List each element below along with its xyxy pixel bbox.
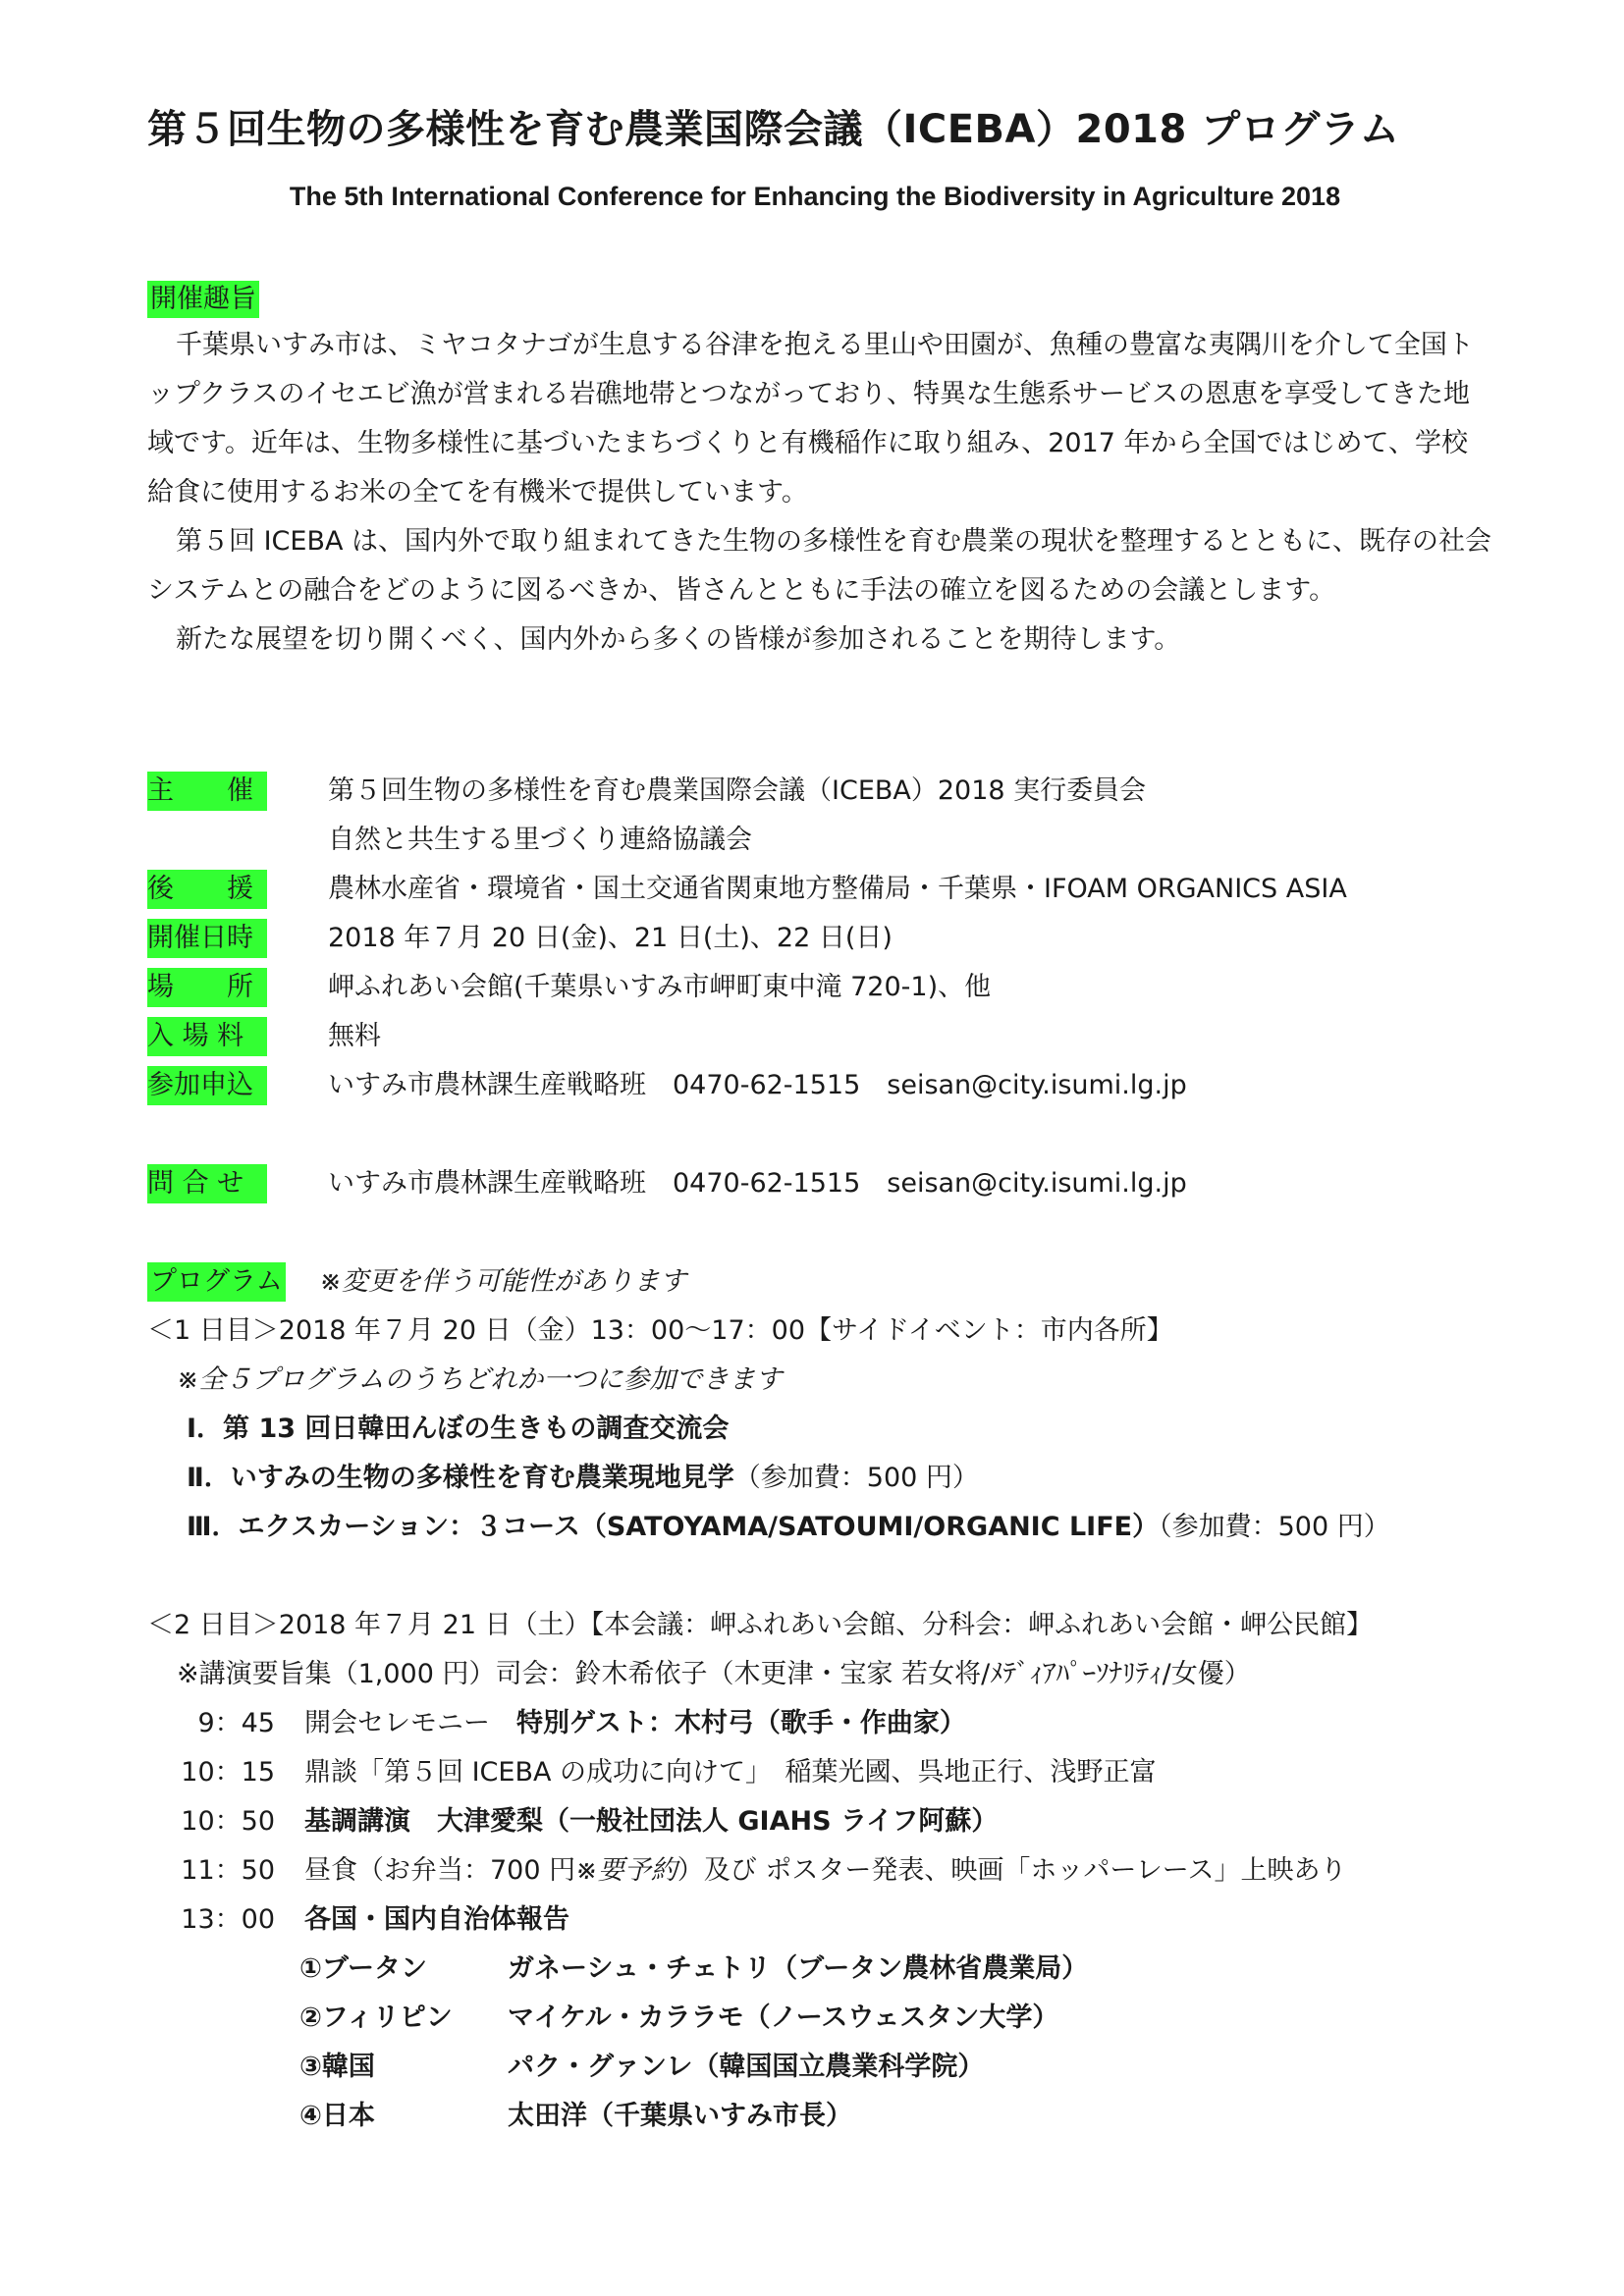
program-heading-row [147,1262,686,1302]
purpose-paragraph-3: 新たな展望を切り開くべく、国内外から多くの皆様が参加されることを期待します。 [176,624,1181,655]
program-note: ※変更を伴う可能性があります [319,1266,686,1297]
report-country: ④日本 [299,2101,375,2131]
schedule-time: 13：00 [181,1904,275,1935]
item-title: 第 13 回日韓田んぼの生きもの調査交流会 [223,1414,730,1444]
report-speaker: 太田洋（千葉県いすみ市長） [508,2101,852,2131]
schedule-text: 各国・国内自治体報告 [304,1904,569,1935]
day1-item [187,1410,729,1449]
schedule-time: 10：15 [181,1757,275,1788]
report-country: ②フィリピン [299,2002,453,2033]
program-heading: プログラム [147,1262,286,1302]
report-speaker: パク・グァンレ（韓国国立農業科学院） [508,2052,985,2082]
item-title: いすみの生物の多様性を育む農業現地見学 [230,1463,734,1493]
day2-header: ＜2 日目＞2018 年７月 21 日（土）【本会議：岬ふれあい会館、分科会：岬ふれあい会館・岬公民館】 [147,1610,1374,1640]
info-value: いすみ市農林課生産戦略班 0470-62-1515 seisan@city.isumi.lg.jp [328,1070,1187,1100]
info-value: 2018 年７月 20 日(金)、21 日(土)、22 日(日) [328,923,893,953]
schedule-text: 鼎談「第５回 ICEBA の成功に向けて」 稲葉光國、呉地正行、浅野正富 [304,1757,1157,1788]
info-value: 自然と共生する里づくり連絡協議会 [328,825,752,855]
schedule-text: 昼食（お弁当：700 円※要予約）及び ポスター発表、映画「ホッパーレース」上映あり [304,1855,1347,1886]
info-value: 無料 [328,1021,381,1051]
item-title: エクスカーション：３コース（SATOYAMA/SATOUMI/ORGANIC LIFE） [238,1512,1160,1542]
report-speaker: マイケル・カララモ（ノースウェスタン大学） [508,2002,1059,2033]
day1-note: ※全５プログラムのうちどれか一つに参加できます [177,1364,783,1395]
item-fee: （参加費：500 円） [1159,1512,1390,1542]
day1-header: ＜1 日目＞2018 年７月 20 日（金）13：00～17：00【サイドイベント：市内各所】 [147,1315,1173,1346]
info-label: 問 合 せ [147,1164,267,1203]
report-country: ③韓国 [299,2052,375,2082]
info-value: 第５回生物の多様性を育む農業国際会議（ICEBA）2018 実行委員会 [328,775,1147,806]
day2-note: ※講演要旨集（1,000 円）司会：鈴木希依子（木更津・宝家 若女将/ﾒﾃﾞｨｱﾊﾟｰｿﾅﾘﾃｨ/女優） [177,1659,1251,1689]
info-value: いすみ市農林課生産戦略班 0470-62-1515 seisan@city.isumi.lg.jp [328,1168,1187,1199]
purpose-paragraph-1: 千葉県いすみ市は、ミヤコタナゴが生息する谷津を抱える里山や田園が、魚種の豊富な夷隅川を介して全国トップクラスのイセエビ漁が営まれる岩礁地帯とつながっており、特異な生態系サービスの恩恵を享受してきた地域です。近年は、生物多様性に基づいたまちづくりと有機稲作に取り組み、2017 年から全国ではじめて、学校給食に使用するお米の全てを有機米で提供しています。 [147,330,1474,507]
purpose-heading: 開催趣旨 [147,281,259,318]
item-number: Ⅰ． [187,1414,224,1444]
purpose-body [147,321,1492,665]
schedule-text: 基調講演 大津愛梨（一般社団法人 GIAHS ライフ阿蘇） [304,1806,999,1837]
info-label: 主 催 [147,772,267,811]
schedule-text: 開会セレモニー 特別ゲスト：木村弓（歌手・作曲家） [304,1708,966,1738]
purpose-paragraph-2: 第５回 ICEBA は、国内外で取り組まれてきた生物の多様性を育む農業の現状を整理するとともに、既存の社会システムとの融合をどのように図るべきか、皆さんとともに手法の確立を図るための会議とします。 [147,526,1492,606]
schedule-time: 11：50 [181,1855,275,1886]
schedule-time: 9：45 [197,1708,275,1738]
item-number: Ⅱ． [187,1463,231,1493]
day1-item [187,1459,979,1498]
info-label: 後 援 [147,870,267,909]
day1-item [187,1508,1390,1547]
item-number: Ⅲ． [187,1512,239,1542]
item-fee: （参加費：500 円） [733,1463,979,1493]
info-label: 入 場 料 [147,1017,267,1056]
info-label: 参加申込 [147,1066,267,1105]
info-value: 岬ふれあい会館(千葉県いすみ市岬町東中滝 720-1)、他 [328,972,992,1002]
schedule-time: 10：50 [181,1806,275,1837]
info-value: 農林水産省・環境省・国土交通省関東地方整備局・千葉県・IFOAM ORGANICS ASIA [328,874,1347,904]
document-title: 第５回生物の多様性を育む農業国際会議（ICEBA）2018 プログラム [147,107,1400,152]
report-speaker: ガネーシュ・チェトリ（ブータン農林省農業局） [508,1953,1089,1984]
info-label: 開催日時 [147,919,267,958]
report-country: ①ブータン [299,1953,428,1984]
info-label: 場 所 [147,968,267,1007]
document-subtitle: The 5th International Conference for Enhancing the Biodiversity in Agriculture 2018 [289,182,1341,211]
